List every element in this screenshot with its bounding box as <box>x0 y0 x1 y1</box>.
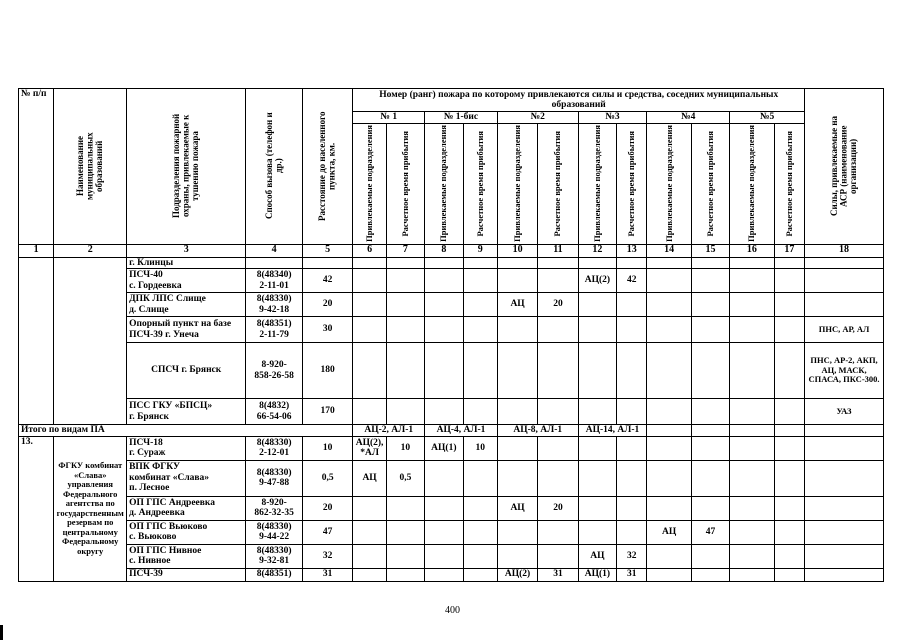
totals-label: Итого по видам ПА <box>19 425 353 437</box>
unit-cell: ПСЧ-40 с. Гордеевка <box>127 269 246 293</box>
unit-cell: ДПК ЛПС Слище д. Слище <box>127 293 246 317</box>
column-numbers-row <box>19 244 884 257</box>
table-row <box>19 568 884 581</box>
header-num: № п/п <box>19 89 54 245</box>
r1-units: АЦ <box>353 460 386 496</box>
table-row <box>19 257 884 269</box>
r2-time: 31 <box>538 568 578 581</box>
r3-time: 31 <box>617 568 647 581</box>
rank-4: №4 <box>647 112 730 124</box>
distance-cell: 170 <box>302 399 353 425</box>
r1-time: 0,5 <box>386 460 424 496</box>
sub-units-5: Привлекаемые подразделения <box>730 123 774 244</box>
phone-cell: 8(48330) 9-32-81 <box>246 544 303 568</box>
rank-3: №3 <box>578 112 647 124</box>
totals-r1: АЦ-2, АЛ-1 <box>353 425 425 437</box>
totals-r3: АЦ-14, АЛ-1 <box>578 425 647 437</box>
unit-cell: ОП ГПС Андреевка д. Андреевка <box>127 496 246 520</box>
r3-time: 32 <box>617 544 647 568</box>
rank-5: №5 <box>730 112 805 124</box>
scan-edge-mark <box>0 625 3 640</box>
colnum: 15 <box>691 244 729 257</box>
phone-cell: 8(48330) 9-42-18 <box>246 293 303 317</box>
r1bis-units: АЦ(1) <box>425 436 463 460</box>
distance-cell: 20 <box>302 293 353 317</box>
colnum: 10 <box>497 244 537 257</box>
row-number: 13. <box>19 436 54 581</box>
phone-cell: 8(48351) 2-11-79 <box>246 317 303 343</box>
unit-cell: ПСЧ-18 г. Сураж <box>127 436 246 460</box>
table-row <box>19 317 884 343</box>
table-row <box>19 496 884 520</box>
phone-cell: 8(48340) 2-11-01 <box>246 269 303 293</box>
unit-cell: Опорный пункт на базе ПСЧ-39 г. Унеча <box>127 317 246 343</box>
r2-time: 20 <box>538 293 578 317</box>
r1-time: 10 <box>386 436 424 460</box>
sub-units-2: Привлекаемые подразделения <box>497 123 537 244</box>
phone-cell: 8(48351) <box>246 568 303 581</box>
table-row <box>19 544 884 568</box>
distance-cell: 180 <box>302 343 353 399</box>
r4-time: 47 <box>691 520 729 544</box>
sub-time-1: Расчетное время прибытия <box>386 123 424 244</box>
header-units: Подразделения пожарной охраны, привлекаемые к тушению пожара <box>127 89 246 245</box>
phone-cell: 8(48330) 2-12-01 <box>246 436 303 460</box>
phone-cell: 8-920- 862-32-35 <box>246 496 303 520</box>
unit-cell: СПСЧ г. Брянск <box>127 343 246 399</box>
table-row <box>19 460 884 496</box>
colnum: 18 <box>805 244 884 257</box>
sub-units-3: Привлекаемые подразделения <box>578 123 616 244</box>
table-row <box>19 436 884 460</box>
r2-units: АЦ <box>497 293 537 317</box>
header-asr: Силы, привлекаемые на АСР (наименование организации) <box>805 89 884 245</box>
header-row-1 <box>19 89 884 112</box>
sub-time-4: Расчетное время прибытия <box>691 123 729 244</box>
colnum: 17 <box>774 244 804 257</box>
distance-cell: 30 <box>302 317 353 343</box>
unit-cell: ПСС ГКУ «БПСЦ» г. Брянск <box>127 399 246 425</box>
distance-cell: 0,5 <box>302 460 353 496</box>
colnum: 5 <box>302 244 353 257</box>
r4-units: АЦ <box>647 520 691 544</box>
sub-units-1bis: Привлекаемые подразделения <box>425 123 463 244</box>
r2-units: АЦ <box>497 496 537 520</box>
sub-time-1bis: Расчетное время прибытия <box>463 123 497 244</box>
unit-cell: ОП ГПС Нивное с. Нивное <box>127 544 246 568</box>
colnum: 9 <box>463 244 497 257</box>
rank-1bis: № 1-бис <box>425 112 498 124</box>
totals-r2: АЦ-8, АЛ-1 <box>497 425 578 437</box>
colnum: 8 <box>425 244 463 257</box>
colnum: 14 <box>647 244 691 257</box>
r1bis-time: 10 <box>463 436 497 460</box>
table-row <box>19 399 884 425</box>
colnum: 16 <box>730 244 774 257</box>
distance-cell: 47 <box>302 520 353 544</box>
colnum: 13 <box>617 244 647 257</box>
sub-units-4: Привлекаемые подразделения <box>647 123 691 244</box>
colnum: 4 <box>246 244 303 257</box>
colnum: 11 <box>538 244 578 257</box>
table-row <box>19 343 884 399</box>
unit-cell: ВПК ФГКУ комбинат «Слава» п. Лесное <box>127 460 246 496</box>
sub-time-5: Расчетное время прибытия <box>774 123 804 244</box>
phone-cell: 8(48330) 9-47-88 <box>246 460 303 496</box>
r2-time: 20 <box>538 496 578 520</box>
distance-cell: 42 <box>302 269 353 293</box>
totals-r1bis: АЦ-4, АЛ-1 <box>425 425 498 437</box>
sub-time-2: Расчетное время прибытия <box>538 123 578 244</box>
r2-units: АЦ(2) <box>497 568 537 581</box>
r3-time: 42 <box>617 269 647 293</box>
header-rank-group: Номер (ранг) пожара по которому привлекаются силы и средства, соседних муниципальных образований <box>353 89 805 112</box>
rank-1: № 1 <box>353 112 425 124</box>
phone-cell: 8(48330) 9-44-22 <box>246 520 303 544</box>
distance-cell: 31 <box>302 568 353 581</box>
document-table-wrapper <box>18 88 884 582</box>
distance-cell: 32 <box>302 544 353 568</box>
r3-units: АЦ(2) <box>578 269 616 293</box>
distance-cell: 10 <box>302 436 353 460</box>
header-call-method: Способ вызова (телефон и др.) <box>246 89 303 245</box>
city-label: г. Клинцы <box>127 257 246 269</box>
sub-time-3: Расчетное время прибытия <box>617 123 647 244</box>
asr-cell: ПНС, АР, АЛ <box>805 317 884 343</box>
colnum: 12 <box>578 244 616 257</box>
colnum: 2 <box>54 244 127 257</box>
table-row <box>19 269 884 293</box>
table-row <box>19 520 884 544</box>
r1-units: АЦ(2), *АЛ <box>353 436 386 460</box>
r3-units: АЦ <box>578 544 616 568</box>
unit-cell: ОП ГПС Вьюково с. Вьюково <box>127 520 246 544</box>
colnum: 1 <box>19 244 54 257</box>
asr-cell: УАЗ <box>805 399 884 425</box>
colnum: 3 <box>127 244 246 257</box>
colnum: 6 <box>353 244 386 257</box>
unit-cell: ПСЧ-39 <box>127 568 246 581</box>
header-distance: Расстояние до населенного пункта, км. <box>302 89 353 245</box>
asr-cell: ПНС, АР-2, АКП, АЦ, МАСК, СПАСА, ПКС-300. <box>805 343 884 399</box>
phone-cell: 8-920- 858-26-58 <box>246 343 303 399</box>
distance-cell: 20 <box>302 496 353 520</box>
table-row <box>19 293 884 317</box>
header-municipality: Наименование муниципальных образований <box>54 89 127 245</box>
municipality-cell: ФГКУ комбинат «Слава» управления Федерального агентства по государственным резервам по центральному Федеральному округу <box>54 436 127 581</box>
colnum: 7 <box>386 244 424 257</box>
r3-units: АЦ(1) <box>578 568 616 581</box>
sub-units-1: Привлекаемые подразделения <box>353 123 386 244</box>
page-number: 400 <box>445 605 460 616</box>
phone-cell: 8(4832) 66-54-06 <box>246 399 303 425</box>
rank-2: №2 <box>497 112 578 124</box>
fire-forces-table <box>18 88 884 582</box>
totals-row <box>19 425 884 437</box>
